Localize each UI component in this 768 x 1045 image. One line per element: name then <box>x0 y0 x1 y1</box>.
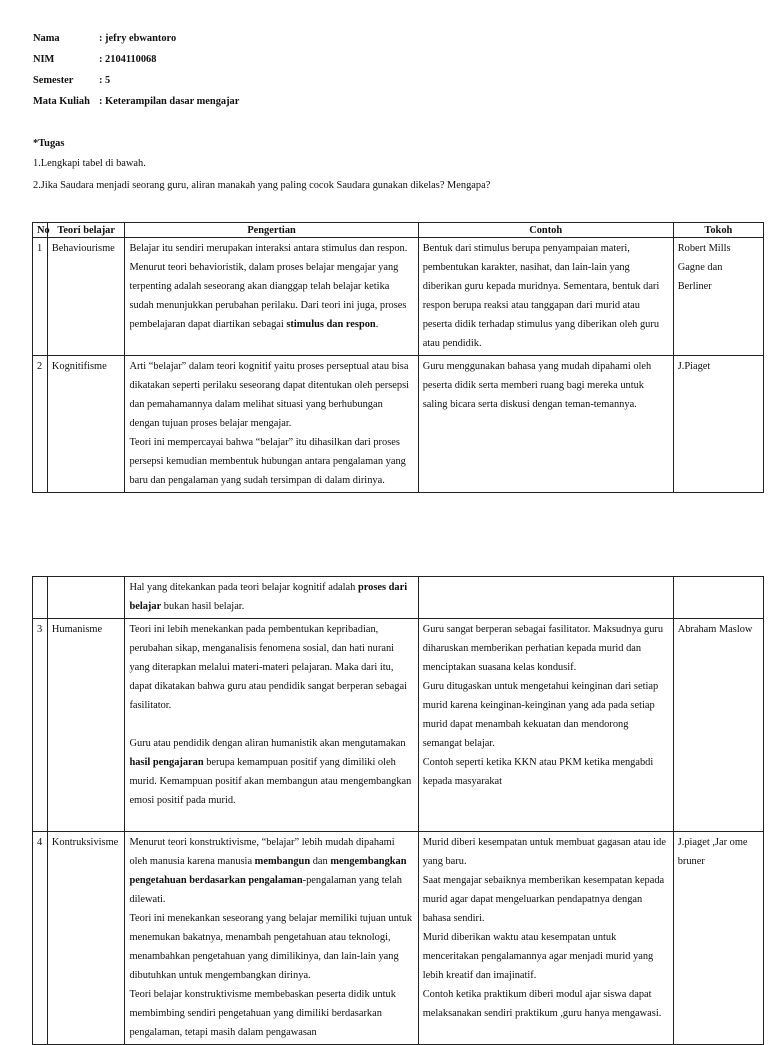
pengertian-bold: stimulus dan respon <box>286 319 376 330</box>
info-semester <box>33 74 110 88</box>
pengertian-text: Belajar itu sendiri merupakan interaksi antara stimulus dan respon. Menurut teori behavioristik, dalam proses belajar mengajar yang terpenting adalah seseorang akan dianggap telah belajar ketika sudah menunjukkan perubahan perilaku. Dari teori ini juga, proses pembelajaran dapat diartikan sebagai <box>129 243 408 330</box>
row-teori: Kontruksivisme <box>47 832 125 1045</box>
table-row <box>33 356 764 493</box>
table-row <box>33 619 764 832</box>
row-contoh <box>418 832 673 1045</box>
row-tokoh: J.piaget ,Jar ome bruner <box>673 832 763 1045</box>
table-header-row <box>33 223 764 238</box>
contoh-paragraph: Murid diberikan waktu atau kesempatan untuk menceritakan pengalamannya agar menjadi murid yang lebih kreatif dan imajinatif. <box>422 932 654 981</box>
row-tokoh: Robert Mills Gagne dan Berliner <box>673 238 763 356</box>
row-pengertian <box>125 238 418 356</box>
info-nim <box>33 53 156 67</box>
table-row-continued <box>33 577 764 619</box>
row-contoh <box>418 619 673 832</box>
nama-label: Nama <box>33 33 60 44</box>
row-no: 1 <box>33 238 48 356</box>
pengertian-bold: mengembangkan pengetahuan berdasarkan pengalaman <box>129 856 407 886</box>
pengertian-text: . <box>375 319 379 330</box>
tugas-item-2: 2.Jika Saudara menjadi seorang guru, aliran manakah yang paling cocok Saudara gunakan dikelas? Mengapa? <box>33 180 491 191</box>
row-no <box>33 577 48 619</box>
pengertian-paragraph <box>129 734 413 810</box>
row-no: 3 <box>33 619 48 832</box>
pengertian-text: Guru atau pendidik dengan aliran humanistik akan mengutamakan <box>129 738 406 749</box>
header-teori: Teori belajar <box>47 223 125 238</box>
header-no: No <box>33 223 48 238</box>
table-row <box>33 832 764 1045</box>
contoh-paragraph: Contoh seperti ketika KKN atau PKM ketika mengabdi kepada masyarakat <box>422 757 654 787</box>
row-contoh: Bentuk dari stimulus berupa penyampaian materi, pembentukan karakter, nasihat, dan lain-lain yang diberikan guru kepada muridnya. Sementara, bentuk dari respon berupa reaksi atau tanggapan dari murid atau peserta didik terhadap stimulus yang diberikan oleh guru atau pendidik. <box>418 238 673 356</box>
pengertian-paragraph <box>129 833 413 909</box>
info-nama <box>33 32 176 46</box>
pengertian-paragraph: Teori ini menekankan seseorang yang belajar memiliki tujuan untuk menemukan bakatnya, menambah pengetahuan atau teknologi, menambahkan pengetahuan yang dimilikinya, dan lain-lain yang dibutuhkan untuk mengembangkan dirinya. <box>129 913 413 981</box>
paragraph-gap <box>129 715 413 734</box>
row-tokoh: Abraham Maslow <box>673 619 763 832</box>
info-matkul <box>33 95 239 109</box>
row-teori <box>47 577 125 619</box>
pengertian-bold: proses dari belajar <box>129 582 408 612</box>
matkul-label: Mata Kuliah <box>33 96 90 107</box>
row-tokoh <box>673 577 763 619</box>
pengertian-text: Hal yang ditekankan pada teori belajar kognitif adalah <box>129 582 358 593</box>
pengertian-text: dan <box>310 856 331 867</box>
paragraph-gap <box>129 810 413 829</box>
row-teori: Behaviourisme <box>47 238 125 356</box>
header-contoh: Contoh <box>418 223 673 238</box>
pengertian-text: -pengalaman yang telah dilewati. <box>129 875 402 905</box>
pengertian-paragraph: Teori belajar konstruktivisme membebaskan peserta didik untuk membimbing sendiri pengetahuan yang dimiliki berdasarkan pengalaman, tetapi masih dalam pengawasan <box>129 989 396 1038</box>
matkul-value: : Keterampilan dasar mengajar <box>99 96 240 107</box>
header-pengertian: Pengertian <box>125 223 418 238</box>
row-tokoh: J.Piaget <box>673 356 763 493</box>
nim-label: NIM <box>33 54 55 65</box>
row-contoh <box>418 577 673 619</box>
tugas-item-1: 1.Lengkapi tabel di bawah. <box>33 158 146 169</box>
theory-table-part-1 <box>32 222 764 493</box>
contoh-paragraph: Guru sangat berperan sebagai fasilitator. Maksudnya guru diharuskan memberikan perhatian kepada murid dan menciptakan suasana kelas kondusif. <box>422 624 664 673</box>
row-pengertian <box>125 619 418 832</box>
semester-value: : 5 <box>99 75 111 86</box>
pengertian-paragraph: Arti “belajar” dalam teori kognitif yaitu proses perseptual atau bisa dikatakan seperti perilaku seseorang dapat ditentukan oleh persepsi dan pemahamannya dalam melihat situasi yang berhubungan dengan tujuan proses belajar mengajar. <box>129 361 410 429</box>
pengertian-text: bukan hasil belajar. <box>161 601 245 612</box>
pengertian-text: Menurut teori konstruktivisme, “belajar” lebih mudah dipahami oleh manusia karena manusia <box>129 837 395 867</box>
contoh-paragraph: Contoh ketika praktikum diberi modul ajar siswa dapat melaksanakan sendiri praktikum ,guru hanya mengawasi. <box>422 989 662 1019</box>
row-teori: Humanisme <box>47 619 125 832</box>
pengertian-text: berupa kemampuan positif yang dimiliki oleh murid. Kemampuan positif akan membangun atau mengembangkan emosi positif pada murid. <box>129 757 412 806</box>
row-contoh: Guru menggunakan bahasa yang mudah dipahami oleh peserta didik serta memberi ruang bagi mereka untuk saling bicara serta diskusi dengan teman-temannya. <box>418 356 673 493</box>
pengertian-bold: hasil pengajaran <box>129 757 204 768</box>
semester-label: Semester <box>33 75 74 86</box>
tugas-heading: *Tugas <box>33 138 65 149</box>
contoh-paragraph: Saat mengajar sebaiknya memberikan kesempatan kepada murid agar dapat mengeluarkan pendapatnya dengan bahasa sendiri. <box>422 875 665 924</box>
row-pengertian <box>125 356 418 493</box>
row-pengertian <box>125 832 418 1045</box>
contoh-paragraph: Guru ditugaskan untuk mengetahui keinginan dari setiap murid karena keinginan-keinginan yang ada pada setiap murid dapat menambah kekuatan dan mendorong semangat belajar. <box>422 681 659 749</box>
row-no: 2 <box>33 356 48 493</box>
table-row <box>33 238 764 356</box>
pengertian-paragraph: Teori ini mempercayai bahwa “belajar” itu dihasilkan dari proses persepsi kemudian membentuk hubungan antara pengalaman yang baru dan pengalaman yang sudah tersimpan di dalam dirinya. <box>129 437 406 486</box>
theory-table-part-2 <box>32 576 764 1045</box>
pengertian-paragraph: Teori ini lebih menekankan pada pembentukan kepribadian, perubahan sikap, menganalisis fenomena sosial, dan hati nurani yang diterapkan melalui materi-materi pelajaran. Maka dari itu, dapat dikatakan bahwa guru atau pendidik sangat berperan sebagai fasilitator. <box>129 624 407 711</box>
pengertian-bold: membangun <box>254 856 311 867</box>
nama-value: : jefry ebwantoro <box>99 33 177 44</box>
row-teori: Kognitifisme <box>47 356 125 493</box>
header-tokoh: Tokoh <box>673 223 763 238</box>
contoh-paragraph: Murid diberi kesempatan untuk membuat gagasan atau ide yang baru. <box>422 837 666 867</box>
row-pengertian <box>125 577 418 619</box>
nim-value: : 2104110068 <box>99 54 157 65</box>
row-no: 4 <box>33 832 48 1045</box>
